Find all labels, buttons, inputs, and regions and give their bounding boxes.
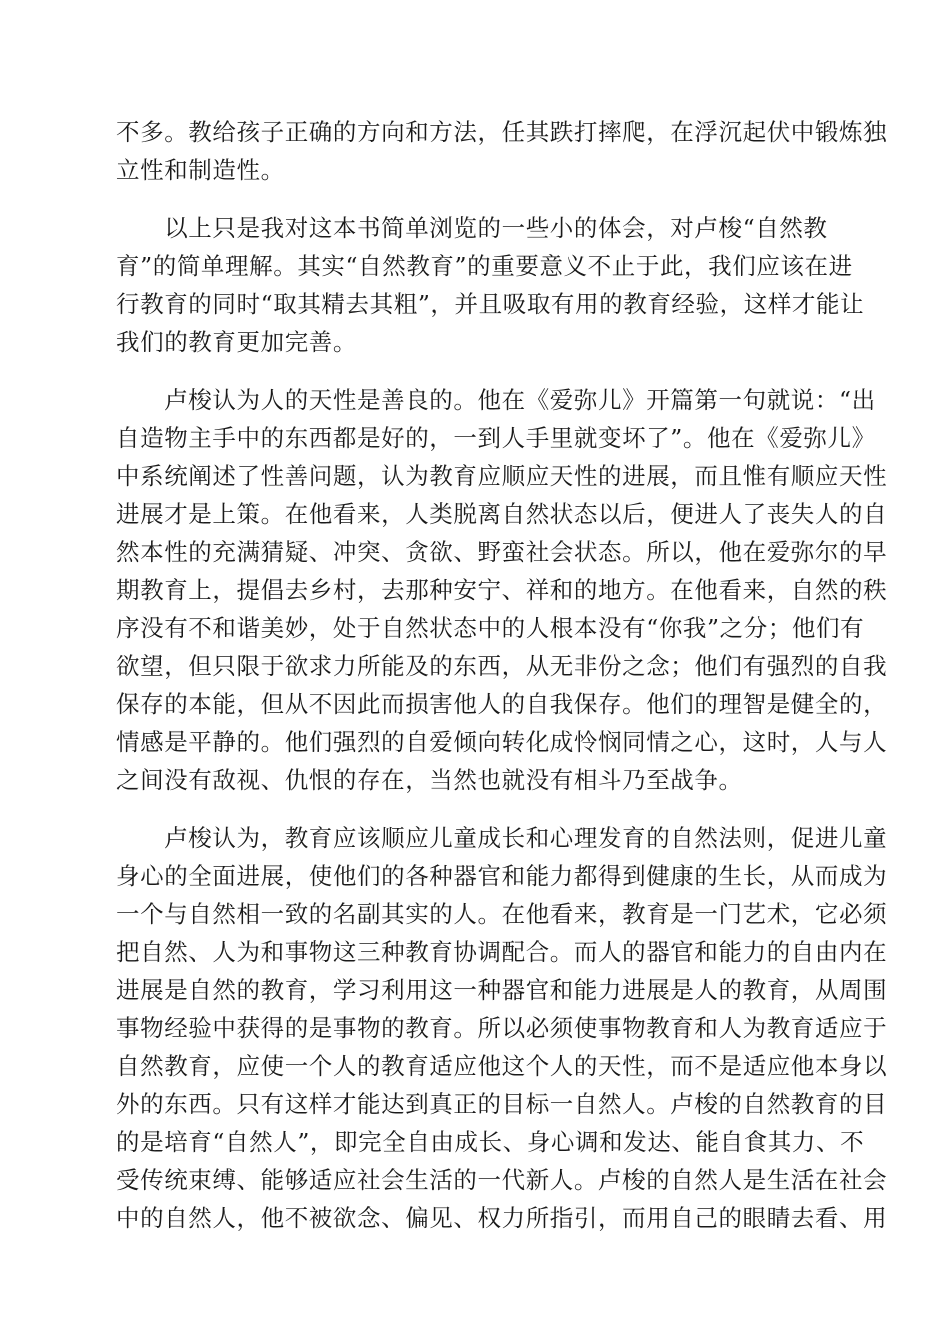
paragraph-gap <box>116 189 834 209</box>
text-line: 之间没有敌视、仇恨的存在，当然也就没有相斗乃至战争。 <box>116 766 743 794</box>
paragraph-gap <box>116 799 834 819</box>
text-line: 受传统束缚、能够适应社会生活的一代新人。卢梭的自然人是生活在社会 <box>116 1166 888 1194</box>
text-line: 卢梭认为人的天性是善良的。他在《爱弥儿》开篇第一句就说：“出 <box>116 386 876 414</box>
paragraph <box>116 113 888 189</box>
text-line: 自造物主手中的东西都是好的，一到人手里就变坏了”。他在《爱弥儿》 <box>116 424 876 452</box>
document-body <box>116 113 888 1237</box>
text-line: 保存的本能，但从不因此而损害他人的自我保存。他们的理智是健全的， <box>116 690 888 718</box>
text-line: 外的东西。只有这样才能达到真正的目标一自然人。卢梭的自然教育的目 <box>116 1090 888 1118</box>
text-line: 一个与自然相一致的名副其实的人。在他看来，教育是一门艺术，它必须 <box>116 900 888 928</box>
text-line: 欲望，但只限于欲求力所能及的东西，从无非份之念；他们有强烈的自我 <box>116 652 888 680</box>
text-line: 行教育的同时“取其精去其粗”，并且吸取有用的教育经验，这样才能让 <box>116 290 865 318</box>
text-line: 中系统阐述了性善问题，认为教育应顺应天性的进展，而且惟有顺应天性 <box>116 462 888 490</box>
text-line: 卢梭认为，教育应该顺应儿童成长和心理发育的自然法则，促进儿童 <box>116 824 888 852</box>
text-line: 育”的简单理解。其实“自然教育”的重要意义不止于此，我们应该在进 <box>116 252 853 280</box>
text-line: 自然教育，应使一个人的教育适应他这个人的天性，而不是适应他本身以 <box>116 1052 888 1080</box>
text-line: 进展才是上策。在他看来，人类脱离自然状态以后，便进人了丧失人的自 <box>116 500 888 528</box>
paragraph <box>116 819 888 1237</box>
paragraph-gap <box>116 361 834 381</box>
text-line: 不多。教给孩子正确的方向和方法，任其跌打摔爬，在浮沉起伏中锻炼独 <box>116 118 888 146</box>
text-line: 序没有不和谐美妙，处于自然状态中的人根本没有“你我”之分；他们有 <box>116 614 865 642</box>
text-line: 的是培育“自然人”，即完全自由成长、身心调和发达、能自食其力、不 <box>116 1128 865 1156</box>
text-line: 事物经验中获得的是事物的教育。所以必须使事物教育和人为教育适应于 <box>116 1014 888 1042</box>
text-line: 期教育上，提倡去乡村，去那种安宁、祥和的地方。在他看来，自然的秩 <box>116 576 888 604</box>
text-line: 以上只是我对这本书简单浏览的一些小的体会，对卢梭“自然教 <box>116 214 828 242</box>
text-line: 然本性的充满猜疑、冲突、贪欲、野蛮社会状态。所以，他在爱弥尔的早 <box>116 538 888 566</box>
text-line: 情感是平静的。他们强烈的自爱倾向转化成怜悯同情之心，这时，人与人 <box>116 728 888 756</box>
paragraph <box>116 209 865 361</box>
text-line: 我们的教育更加完善。 <box>116 328 357 356</box>
paragraph <box>116 381 888 799</box>
text-line: 把自然、人为和事物这三种教育协调配合。而人的器官和能力的自由内在 <box>116 938 888 966</box>
text-line: 中的自然人，他不被欲念、偏见、权力所指引，而用自己的眼睛去看、用 <box>116 1204 888 1232</box>
text-line: 进展是自然的教育，学习利用这一种器官和能力进展是人的教育，从周围 <box>116 976 888 1004</box>
text-line: 立性和制造性。 <box>116 156 285 184</box>
text-line: 身心的全面进展，使他们的各种器官和能力都得到健康的生长，从而成为 <box>116 862 888 890</box>
